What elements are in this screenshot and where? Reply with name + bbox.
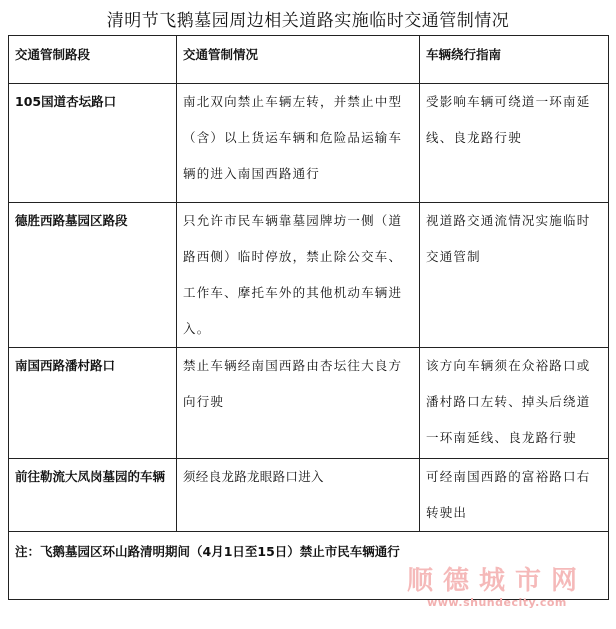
traffic-control-table: [8, 35, 609, 600]
table-row: [9, 84, 609, 203]
table-row: [9, 348, 609, 459]
control-cell: 南北双向禁止车辆左转，并禁止中型（含）以上货运车辆和危险品运输车辆的进入南国西路通行: [177, 84, 420, 203]
control-cell: 须经良龙路龙眼路口进入: [177, 459, 420, 532]
table-header-row: [9, 36, 609, 84]
detour-cell: 视道路交通流情况实施临时交通管制: [420, 203, 609, 348]
page-title: 清明节飞鹅墓园周边相关道路实施临时交通管制情况: [106, 11, 510, 31]
header-detour: 车辆绕行指南: [420, 36, 609, 84]
control-cell: 只允许市民车辆靠墓园牌坊一侧（道路西侧）临时停放，禁止除公交车、工作车、摩托车外的其他机动车辆进入。: [177, 203, 420, 348]
header-control: 交通管制情况: [177, 36, 420, 84]
road-cell: 前往勒流大凤岗墓园的车辆: [9, 459, 177, 532]
watermark-site-url: www.shundecity.com: [427, 596, 567, 609]
detour-cell: 可经南国西路的富裕路口右转驶出: [420, 459, 609, 532]
control-cell: 禁止车辆经南国西路由杏坛往大良方向行驶: [177, 348, 420, 459]
table-row: [9, 459, 609, 532]
table-row: [9, 203, 609, 348]
site-watermark: [392, 566, 602, 610]
road-cell: 105国道杏坛路口: [9, 84, 177, 203]
watermark-site-name: 顺德城市网: [406, 566, 587, 596]
road-cell: 南国西路潘村路口: [9, 348, 177, 459]
header-road: 交通管制路段: [9, 36, 177, 84]
table-note: 注：飞鹅墓园区环山路清明期间（4月1日至15日）禁止市民车辆通行: [9, 532, 609, 600]
road-cell: 德胜西路墓园区路段: [9, 203, 177, 348]
detour-cell: 受影响车辆可绕道一环南延线、良龙路行驶: [420, 84, 609, 203]
detour-cell: 该方向车辆须在众裕路口或潘村路口左转、掉头后绕道一环南延线、良龙路行驶: [420, 348, 609, 459]
